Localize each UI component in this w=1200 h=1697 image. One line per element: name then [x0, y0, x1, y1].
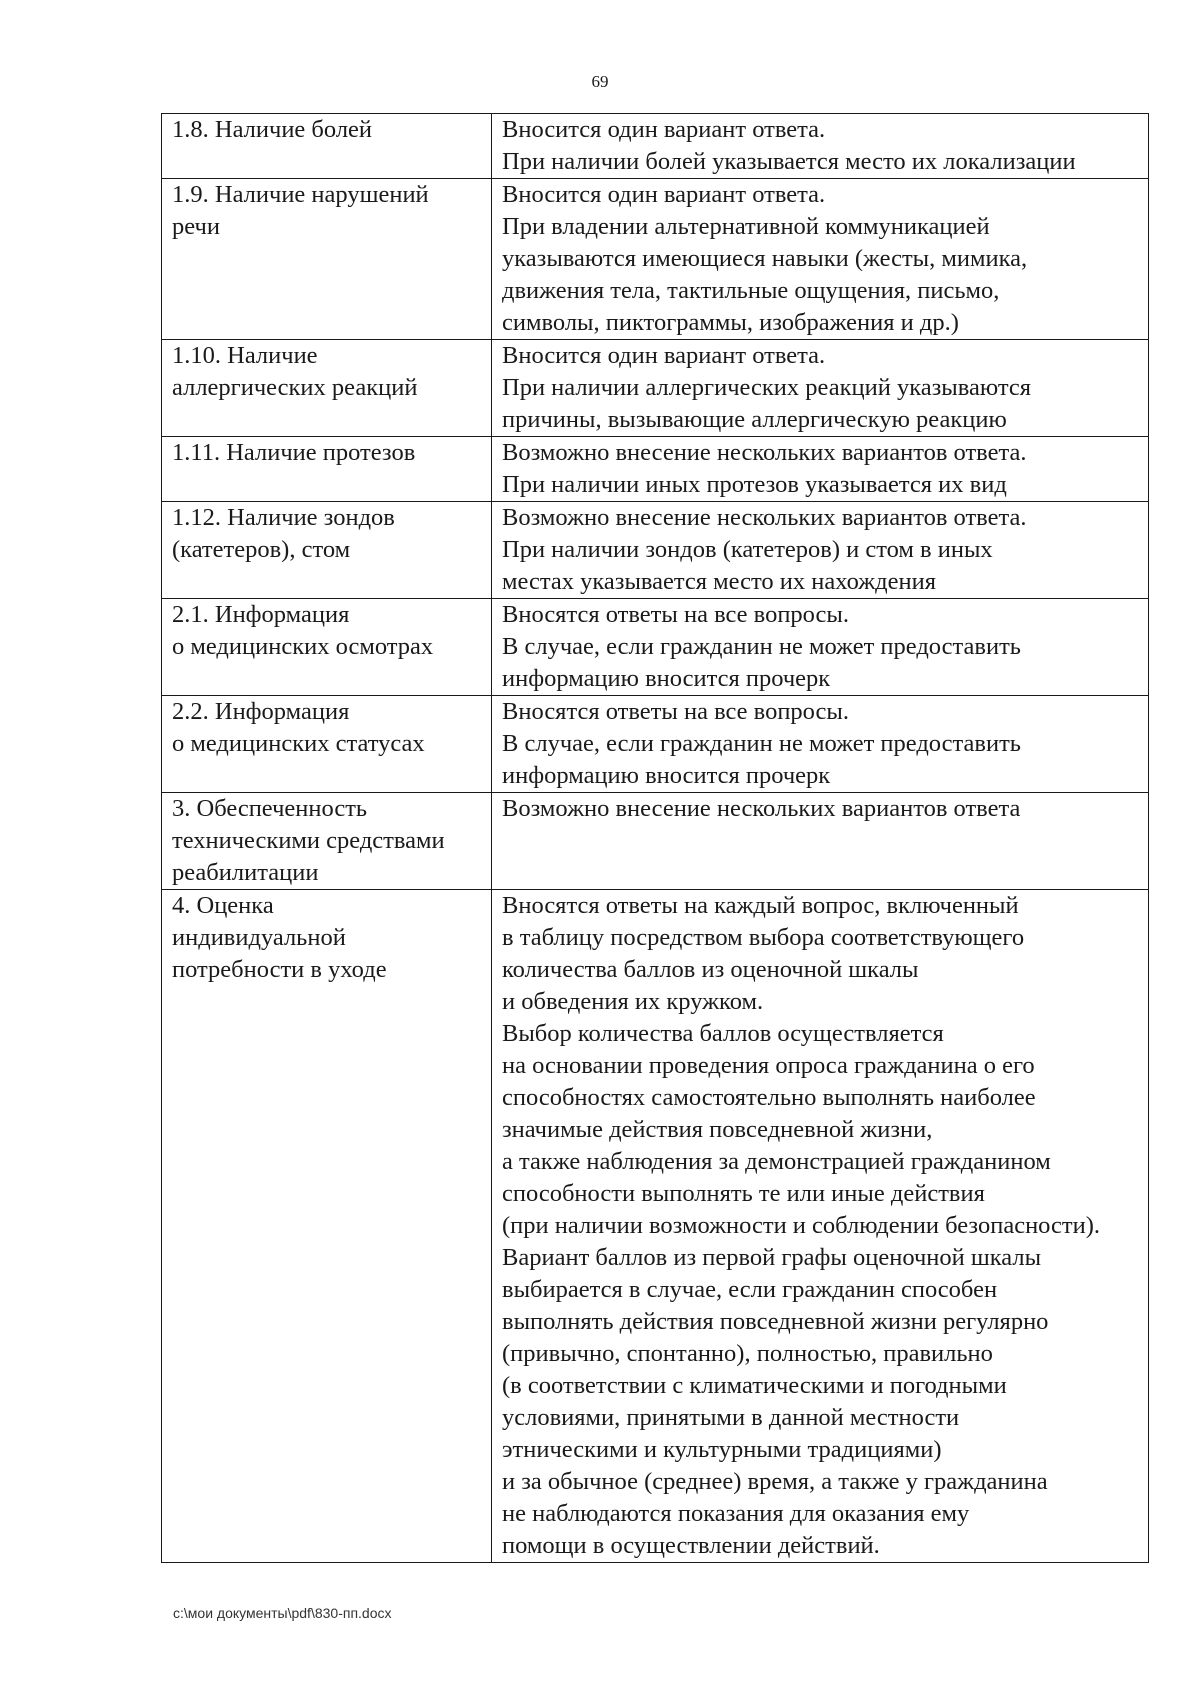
instruction-cell — [492, 599, 1149, 696]
table-row — [162, 179, 1149, 340]
instruction-line: указываются имеющиеся навыки (жесты, мимика, — [502, 245, 1028, 272]
instruction-line: в таблицу посредством выбора соответствующего — [502, 924, 1025, 951]
section-title-line: потребности в уходе — [172, 956, 387, 983]
section-cell — [162, 179, 492, 340]
instruction-line: Вносится один вариант ответа. — [502, 342, 826, 369]
instruction-line: символы, пиктограммы, изображения и др.) — [502, 309, 959, 336]
section-title-line: 1.8. Наличие болей — [172, 116, 373, 143]
section-cell — [162, 502, 492, 599]
section-title-line: о медицинских осмотрах — [172, 633, 434, 660]
section-title-line: реабилитации — [172, 859, 319, 886]
section-title-line: речи — [172, 213, 220, 240]
instruction-line: Вносятся ответы на каждый вопрос, включенный — [502, 892, 1019, 919]
instruction-line: значимые действия повседневной жизни, — [502, 1116, 933, 1143]
section-cell — [162, 793, 492, 890]
instruction-line: а также наблюдения за демонстрацией гражданином — [502, 1148, 1051, 1175]
instruction-line: В случае, если гражданин не может предоставить — [502, 633, 1021, 660]
instruction-line: способности выполнять те или иные действия — [502, 1180, 985, 1207]
section-cell — [162, 437, 492, 502]
table-row — [162, 502, 1149, 599]
instruction-line: способностях самостоятельно выполнять наиболее — [502, 1084, 1036, 1111]
instruction-cell — [492, 179, 1149, 340]
table-row — [162, 599, 1149, 696]
instruction-line: Вносятся ответы на все вопросы. — [502, 698, 849, 725]
instruction-line: причины, вызывающие аллергическую реакцию — [502, 406, 1007, 433]
instruction-line: Вносится один вариант ответа. — [502, 181, 826, 208]
instruction-line: При наличии зондов (катетеров) и стом в иных — [502, 536, 993, 563]
section-cell — [162, 114, 492, 179]
instruction-line: этническими и культурными традициями) — [502, 1436, 942, 1463]
instruction-line: количества баллов из оценочной шкалы — [502, 956, 919, 983]
section-title-line: 2.2. Информация — [172, 698, 350, 725]
page-number: 69 — [591, 72, 609, 91]
instruction-line: Возможно внесение нескольких вариантов ответа. — [502, 504, 1027, 531]
instruction-line: помощи в осуществлении действий. — [502, 1532, 880, 1559]
section-cell — [162, 890, 492, 1563]
instruction-cell — [492, 114, 1149, 179]
instruction-line: Возможно внесение нескольких вариантов ответа. — [502, 439, 1027, 466]
instruction-line: на основании проведения опроса гражданина о его — [502, 1052, 1035, 1079]
instruction-line: информацию вносится прочерк — [502, 665, 831, 692]
instruction-line: выполнять действия повседневной жизни регулярно — [502, 1308, 1049, 1335]
section-title-line: (катетеров), стом — [172, 536, 351, 563]
instruction-line: информацию вносится прочерк — [502, 762, 831, 789]
instruction-line: Выбор количества баллов осуществляется — [502, 1020, 944, 1047]
table-row — [162, 793, 1149, 890]
section-title-line: 3. Обеспеченность — [172, 795, 368, 822]
section-title-line: аллергических реакций — [172, 374, 418, 401]
instruction-line: (при наличии возможности и соблюдении безопасности). — [502, 1212, 1101, 1239]
instruction-line: (в соответствии с климатическими и погодными — [502, 1372, 1007, 1399]
instruction-line: условиями, принятыми в данной местности — [502, 1404, 960, 1431]
section-cell — [162, 599, 492, 696]
table-row — [162, 890, 1149, 1563]
section-title-line: 1.9. Наличие нарушений — [172, 181, 429, 208]
section-title-line: 1.12. Наличие зондов — [172, 504, 395, 531]
instructions-table — [161, 113, 1149, 1563]
instruction-cell — [492, 793, 1149, 890]
section-title-line: индивидуальной — [172, 924, 346, 951]
instruction-cell — [492, 340, 1149, 437]
instruction-line: В случае, если гражданин не может предоставить — [502, 730, 1021, 757]
instruction-line: Вносится один вариант ответа. — [502, 116, 826, 143]
section-cell — [162, 340, 492, 437]
table-row — [162, 696, 1149, 793]
table-row — [162, 114, 1149, 179]
instruction-line: и обведения их кружком. — [502, 988, 764, 1015]
section-title-line: 1.11. Наличие протезов — [172, 439, 416, 466]
table-row — [162, 437, 1149, 502]
instruction-line: При наличии аллергических реакций указываются — [502, 374, 1031, 401]
instruction-cell — [492, 437, 1149, 502]
instruction-line: При владении альтернативной коммуникацией — [502, 213, 990, 240]
instruction-line: движения тела, тактильные ощущения, письмо, — [502, 277, 1000, 304]
instruction-line: (привычно, спонтанно), полностью, правильно — [502, 1340, 993, 1367]
instruction-line: При наличии болей указывается место их локализации — [502, 148, 1076, 175]
instruction-line: Вариант баллов из первой графы оценочной шкалы — [502, 1244, 1042, 1271]
instruction-line: Возможно внесение нескольких вариантов ответа — [502, 795, 1021, 822]
instruction-line: Вносятся ответы на все вопросы. — [502, 601, 849, 628]
section-cell — [162, 696, 492, 793]
section-title-line: 2.1. Информация — [172, 601, 350, 628]
instruction-cell — [492, 502, 1149, 599]
section-title-line: о медицинских статусах — [172, 730, 425, 757]
instruction-line: выбирается в случае, если гражданин способен — [502, 1276, 998, 1303]
instruction-cell — [492, 890, 1149, 1563]
footer-file-path: c:\мои документы\pdf\830-пп.docx — [173, 1605, 392, 1621]
section-title-line: техническими средствами — [172, 827, 445, 854]
table-row — [162, 340, 1149, 437]
instruction-line: не наблюдаются показания для оказания ему — [502, 1500, 970, 1527]
table-body — [162, 114, 1149, 1563]
instruction-line: При наличии иных протезов указывается их вид — [502, 471, 1007, 498]
instruction-cell — [492, 696, 1149, 793]
section-title-line: 1.10. Наличие — [172, 342, 318, 369]
instruction-line: местах указывается место их нахождения — [502, 568, 936, 595]
instruction-line: и за обычное (среднее) время, а также у гражданина — [502, 1468, 1048, 1495]
section-title-line: 4. Оценка — [172, 892, 274, 919]
